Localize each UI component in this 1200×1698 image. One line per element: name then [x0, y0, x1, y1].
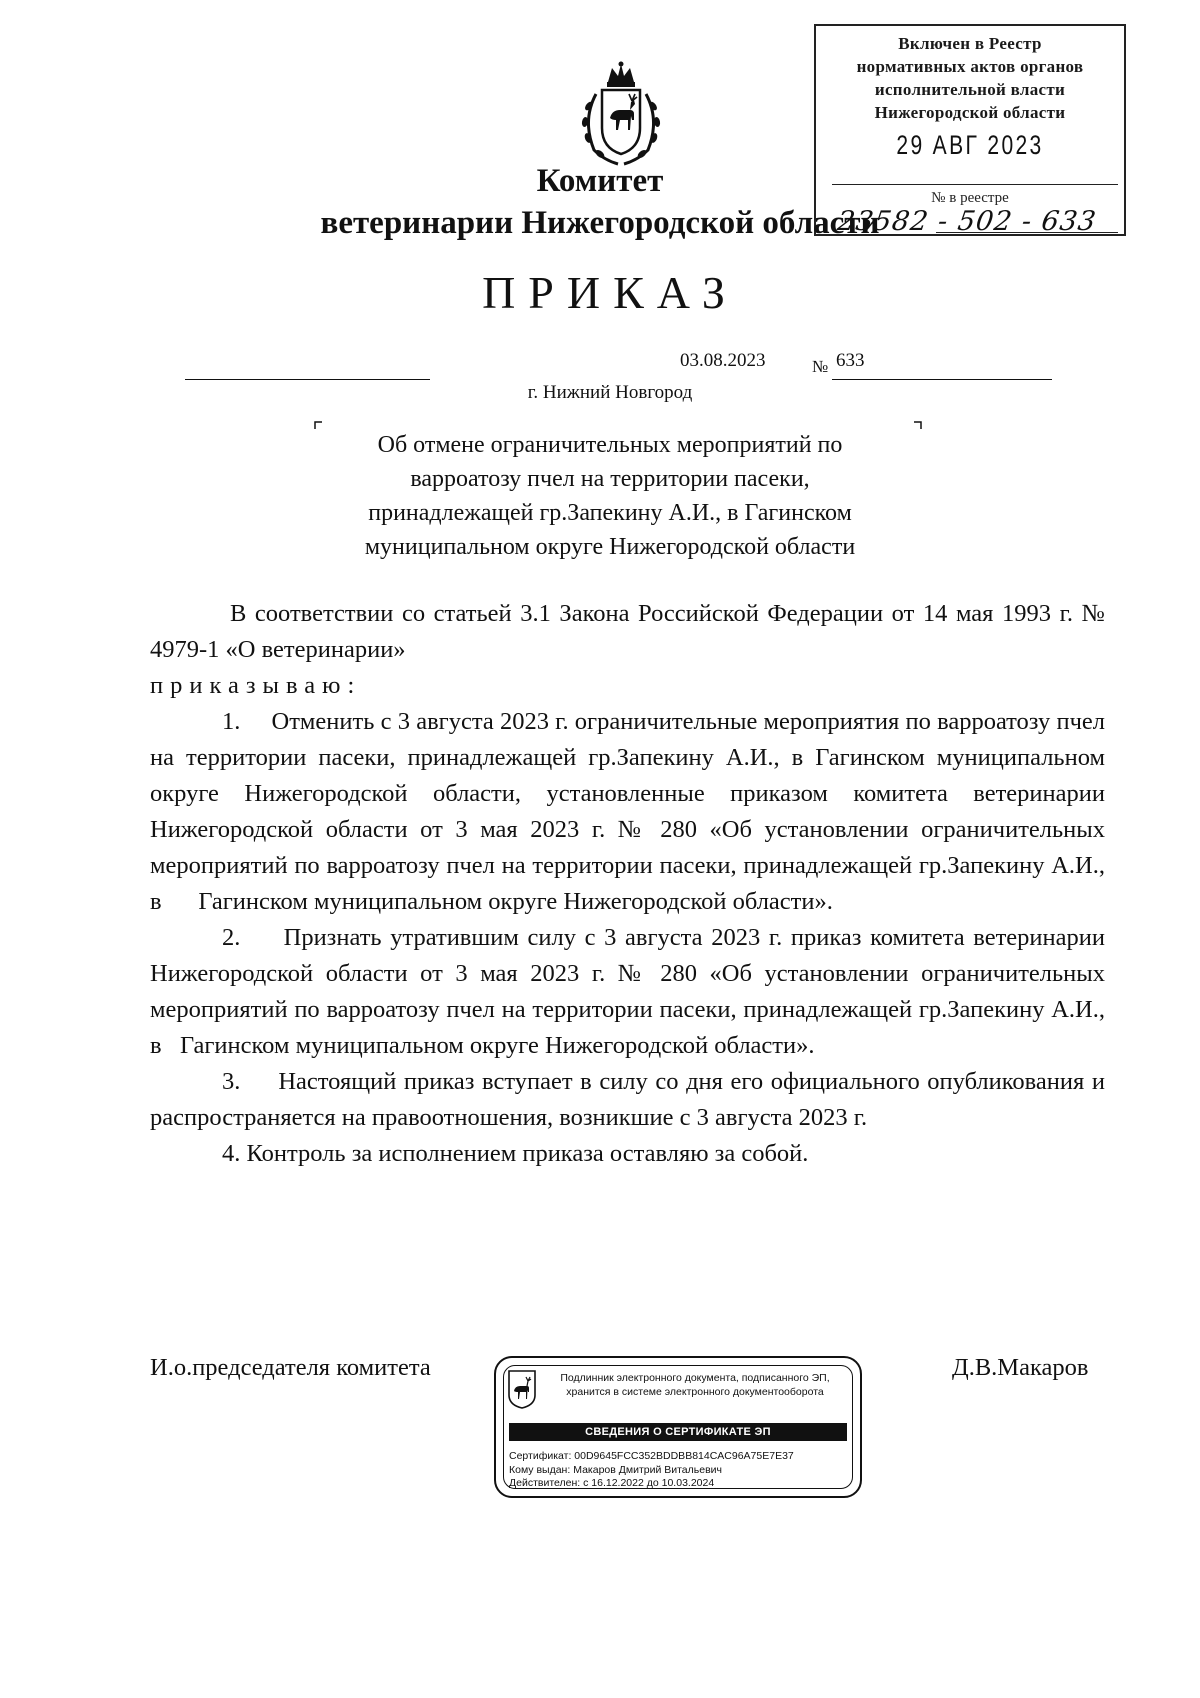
org-title-line2: ветеринарии Нижегородской области [320, 205, 880, 241]
registry-stamp-line: нормативных актов органов [856, 57, 1084, 76]
document-subject [290, 428, 930, 564]
subject-line: варроатозу пчел на территории пасеки, [410, 466, 810, 492]
esig-header-line: хранится в системе электронного документооборота [566, 1386, 824, 1398]
document-type: ПРИКАЗ [482, 267, 738, 318]
esig-owner-label: Кому выдан: [509, 1463, 571, 1476]
order-word: приказываю: [150, 672, 362, 699]
esig-row-valid [509, 1477, 794, 1491]
subject-line: принадлежащей гр.Запекину А.И., в Гагинском [368, 500, 852, 526]
esig-owner-value: Макаров Дмитрий Витальевич [573, 1463, 722, 1476]
esig-certificate-value: 00D9645FCC352BDDBB814CAC96A75E7E37 [574, 1450, 794, 1462]
subject-line: муниципальном округе Нижегородской области [364, 534, 856, 560]
registry-stamp-line: Включен в Реестр [898, 34, 1042, 53]
preamble: В соответствии со статьей 3.1 Закона Российской Федерации от 14 мая 1993 г. № 4979-1 «О ветеринарии» [150, 600, 1105, 663]
esig-row-owner [509, 1464, 794, 1478]
registry-stamp-line: исполнительной власти [874, 80, 1066, 99]
number-line [832, 379, 1052, 380]
order-item: 2. Признать утратившим силу с 3 августа 2023 г. приказ комитета ветеринарии Нижегородской области от 3 мая 2023 г. № 280 «Об установлении ограничительных мероприятий по варроатозу пчел на территории пасеки, принадлежащей гр.Запекину А.И., в Гагинском муниципальном округе Нижегородской области». [150, 924, 1105, 1059]
nizhny-novgorod-coat-of-arms-icon [574, 60, 668, 168]
document-date: 03.08.2023 [680, 350, 766, 371]
number-sign: № [812, 357, 829, 376]
signatory-position: И.о.председателя комитета [150, 1354, 431, 1381]
subject-line: Об отмене ограничительных мероприятий по [377, 432, 843, 458]
document-number: 633 [836, 350, 865, 371]
esig-certificate-label: Сертификат: [509, 1450, 572, 1462]
esig-valid-value: с 16.12.2022 до 10.03.2024 [583, 1477, 715, 1489]
esig-details [509, 1450, 794, 1491]
org-title-line1: Комитет [536, 163, 664, 199]
esig-certificate-bar: СВЕДЕНИЯ О СЕРТИФИКАТЕ ЭП [509, 1423, 847, 1441]
order-item: 4. Контроль за исполнением приказа оставляю за собой. [222, 1140, 809, 1167]
registry-number-handwritten: 23582 - 502 - 633 [835, 206, 1099, 237]
document-body [150, 596, 1105, 1172]
electronic-signature-stamp [494, 1356, 862, 1498]
registry-stamp-line: Нижегородской области [874, 103, 1066, 122]
date-line-left [185, 379, 430, 380]
registry-number-label: № в реестре [931, 190, 1009, 206]
esig-header [550, 1371, 840, 1399]
esig-row-certificate [509, 1450, 794, 1464]
signatory-name: Д.В.Макаров [952, 1354, 1089, 1381]
esig-header-line: Подлинник электронного документа, подписанного ЭП, [560, 1372, 830, 1384]
city: г. Нижний Новгород [527, 382, 693, 403]
esig-valid-label: Действителен: [509, 1477, 581, 1489]
registry-stamp-date: 29 АВГ 2023 [896, 130, 1044, 160]
order-item: 3. Настоящий приказ вступает в силу со дня его официального опубликования и распространяется на правоотношения, возникшие с 3 августа 2023 г. [150, 1068, 1105, 1131]
order-item: 1. Отменить с 3 августа 2023 г. ограничительные мероприятия по варроатозу пчел на территории пасеки, принадлежащей гр.Запекину А.И., в Гагинском муниципальном округе Нижегородской области, установленные приказом комитета ветеринарии Нижегородской области от 3 мая 2023 г. № 280 «Об установлении ограничительных мероприятий по варроатозу пчел на территории пасеки, принадлежащей гр.Запекину А.И., в Гагинском муниципальном округе Нижегородской области». [150, 708, 1105, 915]
deer-emblem-icon [507, 1369, 537, 1409]
